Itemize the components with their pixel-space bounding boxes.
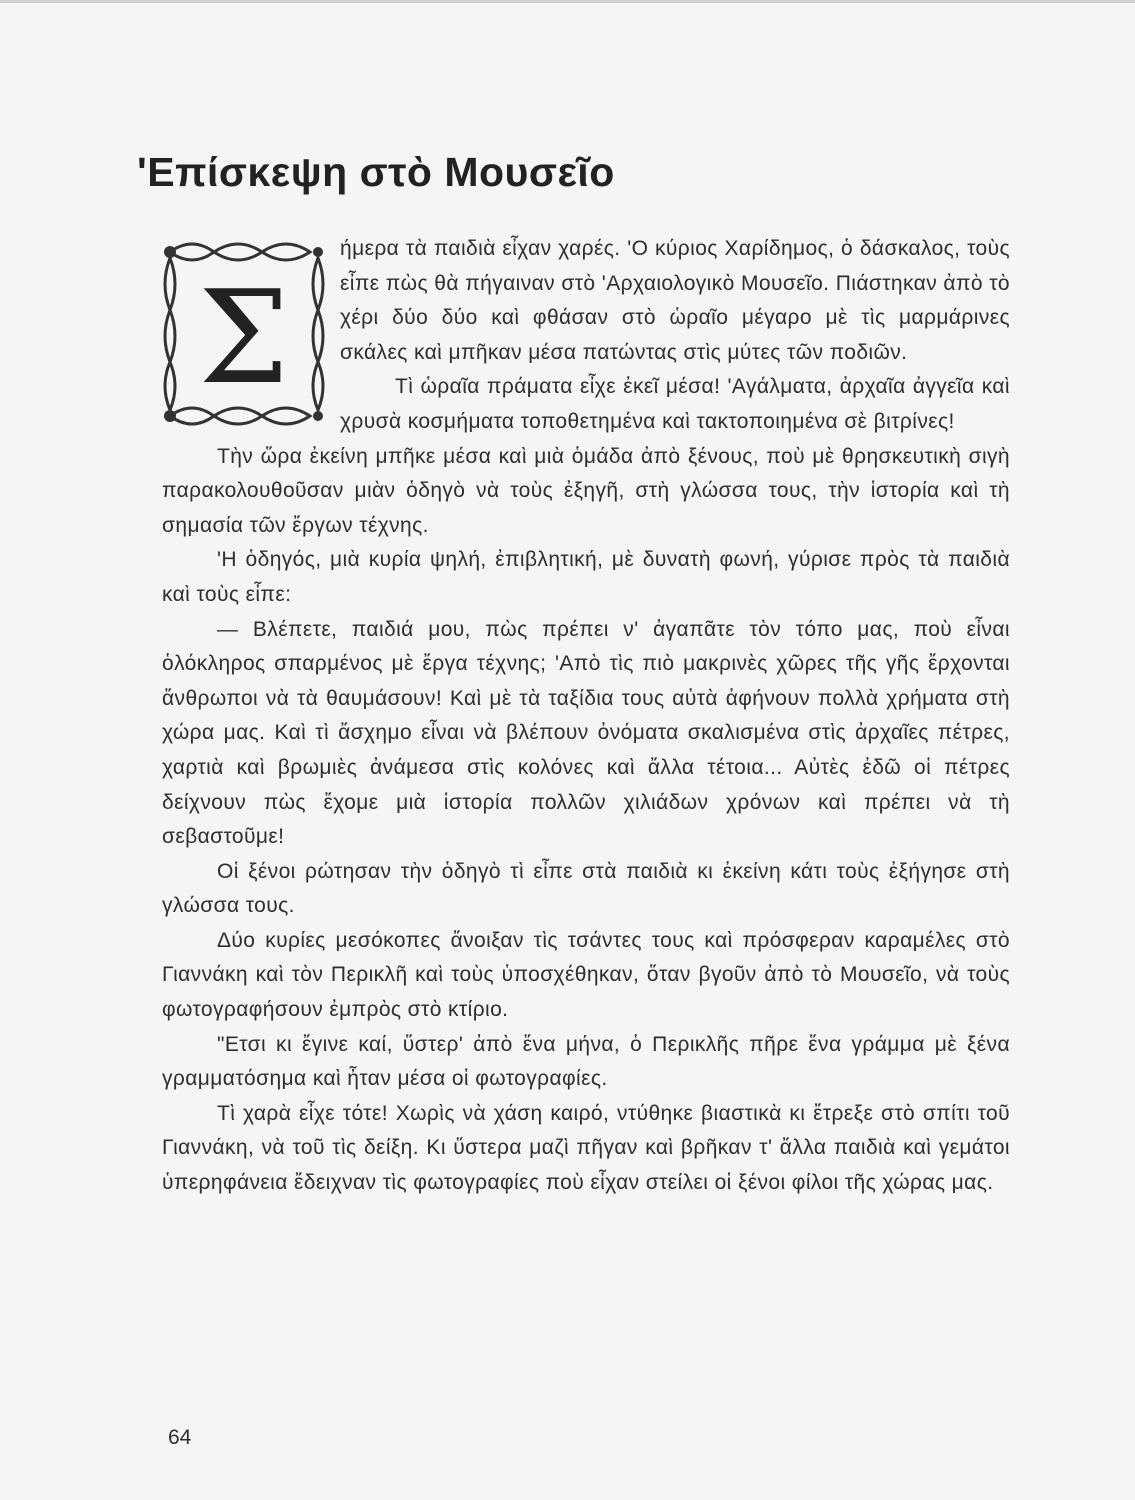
paragraph: Τὶ ὡραῖα πράματα εἶχε ἐκεῖ μέσα! 'Αγάλματα, ἀρχαῖα ἀγγεῖα καὶ χρυσὰ κοσμήματα τοποθετημένα καὶ τακτοποιημένα σὲ βιτρίνες! [340,375,1010,433]
paragraph: 'Η ὁδηγός, μιὰ κυρία ψηλή, ἐπιβλητική, μὲ δυνατὴ φωνή, γύρισε πρὸς τὰ παιδιὰ καὶ τοὺς εἶπε: [162,548,1010,606]
drop-cap-initial [158,232,334,432]
paragraph: Δύο κυρίες μεσόκοπες ἄνοιξαν τὶς τσάντες τους καὶ πρόσφεραν καραμέλες στὸ Γιαννάκη καὶ τὸν Περικλῆ καὶ τοὺς ὑποσχέθηκαν, ὅταν βγοῦν ἀπὸ τὸ Μουσεῖο, νὰ τοὺς φωτογραφήσουν ἐμπρὸς στὸ κτίριο. [162,928,1010,1022]
page-number: 64 [168,1426,192,1449]
paragraph: "Ετσι κι ἔγινε καί, ὕστερ' ἀπὸ ἕνα μήνα, ὁ Περικλῆς πῆρε ἕνα γράμμα μὲ ξένα γραμματόσημα καὶ ἦταν μέσα οἱ φωτογραφίες. [162,1032,1010,1091]
story-text [162,232,1010,1201]
drop-cap-letter: Σ [198,264,290,413]
paragraph: Τὶ χαρὰ εἶχε τότε! Χωρὶς νὰ χάση καιρό, ντύθηκε βιαστικὰ κι ἔτρεξε στὸ σπίτι τοῦ Γιαννάκη, νὰ τοῦ τὶς δείξη. Κι ὕστερα μαζὶ πῆγαν καὶ βρῆκαν τ' ἄλλα παιδιὰ καὶ γεμάτοι ὑπερηφάνεια ἔδειχναν τὶς φωτογραφίες ποὺ εἶχαν στείλει οἱ ξένοι φίλοι τῆς χώρας μας. [162,1101,1010,1195]
ornamental-frame-icon [158,232,334,432]
paragraph: — Βλέπετε, παιδιά μου, πὼς πρέπει ν' ἀγαπᾶτε τὸν τόπο μας, ποὺ εἶναι ὁλόκληρος σπαρμένος μὲ ἔργα τέχνης; 'Απὸ τὶς πιὸ μακρινὲς χῶρες τῆς γῆς ἔρχονται ἄνθρωποι νὰ τὰ θαυμάσουν! Καὶ μὲ τὰ ταξίδια τους αὐτὰ ἀφήνουν πολλὰ χρήματα στὴ χώρα μας. Καὶ τὶ ἄσχημο εἶναι νὰ βλέπουν ὀνόματα σκαλισμένα στὶς ἀρχαῖες πέτρες, χαρτιὰ καὶ βρωμιὲς ἀνάμεσα στὶς κολόνες καὶ ἄλλα τέτοια... Αὐτὲς ἐδῶ οἱ πέτρες δείχνουν πὼς ἔχομε μιὰ ἱστορία πολλῶν χιλιάδων χρόνων καὶ πρέπει νὰ τὴ σεβαστοῦμε! [162,617,1010,849]
paragraph: Οἱ ξένοι ρώτησαν τὴν ὁδηγὸ τὶ εἶπε στὰ παιδιὰ κι ἐκείνη κάτι τοὺς ἐξήγησε στὴ γλώσσα τους. [162,859,1010,918]
page-title: 'Επίσκεψη στὸ Μουσεῖο [137,149,615,196]
paragraph: Τὴν ὥρα ἐκείνη μπῆκε μέσα καὶ μιὰ ὁμάδα ἀπὸ ξένους, ποὺ μὲ θρησκευτικὴ σιγὴ παρακολουθοῦσαν μιὰν ὁδηγὸ νὰ τοὺς ἐξηγῆ, στὴ γλώσσα τους, τὴν ἱστορία καὶ τὴ σημασία τῶν ἔργων τέχνης. [162,444,1010,537]
paragraph: ήμερα τὰ παιδιὰ εἶχαν χαρές. 'Ο κύριος Χαρίδημος, ὁ δάσκαλος, τοὺς εἶπε πὼς θὰ πήγαιναν στὸ 'Αρχαιολογικὸ Μουσεῖο. Πιάστηκαν ἀπὸ τὸ χέρι δύο δύο καὶ φθάσαν στὸ ὡραῖο μέγαρο μὲ τὶς μαρμάρινες σκάλες καὶ μπῆκαν μέσα πατώντας στὶς μύτες τῶν ποδιῶν. [340,237,1010,364]
page-top-edge [0,0,1135,3]
